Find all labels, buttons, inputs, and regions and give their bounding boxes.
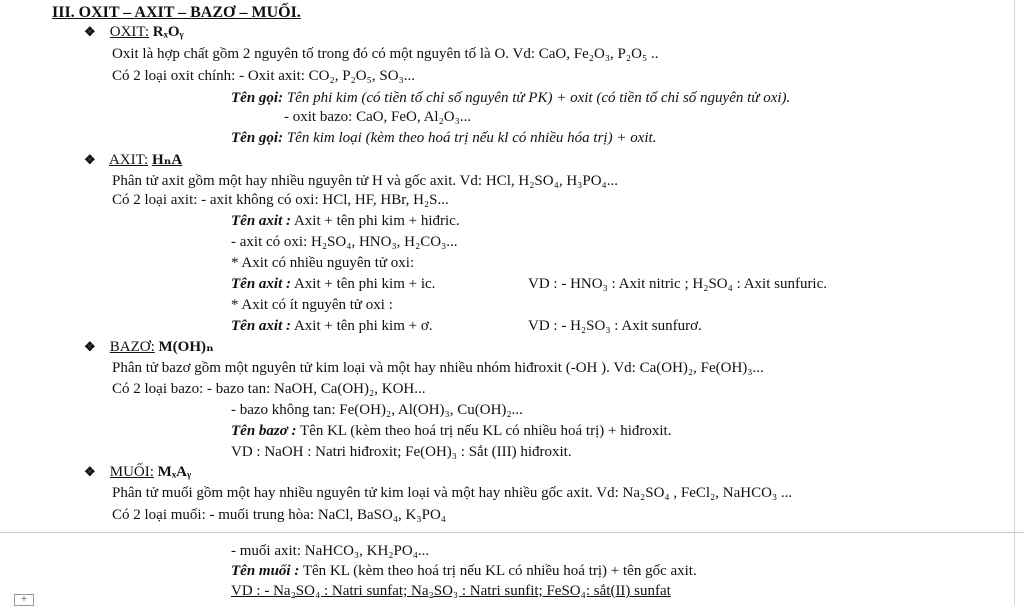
- muoi-types: Có 2 loại muối: - muối trung hòa: NaCl, BaSO₄, K₃PO₄: [112, 507, 447, 523]
- text: Axit + tên phi kim + ic.: [293, 276, 436, 292]
- axit-formula: HₙA: [151, 152, 183, 168]
- bullet-diamond-icon: ❖: [84, 24, 96, 39]
- label: Tên gọi:: [231, 90, 284, 106]
- oxit-heading: [84, 22, 184, 42]
- label: Tên bazơ :: [231, 423, 297, 439]
- oxit-types: Có 2 loại oxit chính: - Oxit axit: CO₂, P₂O₅, SO₃...: [112, 68, 416, 84]
- muoi-title: MUỐI:: [109, 464, 154, 480]
- section-heading: III. OXIT – AXIT – BAZƠ – MUỐI.: [52, 4, 301, 21]
- muoi-formula: MₓAᵧ: [157, 464, 192, 480]
- bazo-heading: [84, 337, 214, 357]
- bazo-definition: Phân tử bazơ gồm một nguyên tử kim loại và một hay nhiều nhóm hiđroxit (-OH ). Vd: Ca(OH)₂, Fe(OH)₃...: [112, 360, 764, 376]
- oxit-name-rule-1: [231, 88, 790, 108]
- oxit-name-rule-2: [231, 128, 656, 148]
- muoi-definition: Phân tử muối gồm một hay nhiều nguyên tử kim loại và một hay nhiều gốc axit. Vd: Na₂SO₄ , FeCl₂, NaHCO₃ ...: [112, 485, 793, 501]
- muoi-example: VD : - Na₂SO₄ : Natri sunfat; Na₂SO₃ : Natri sunfit; FeSO₄: sắt(II) sunfat: [231, 583, 671, 599]
- axit-example-2: VD : - HNO₃ : Axit nitric ; H₂SO₄ : Axit sunfuric.: [528, 276, 828, 292]
- axit-name-rule-3: [231, 316, 433, 336]
- axit-example-3: VD : - H₂SO₃ : Axit sunfurơ.: [528, 318, 702, 334]
- bazo-types: Có 2 loại bazo: - bazo tan: NaOH, Ca(OH)₂, KOH...: [112, 381, 426, 397]
- muoi-acid-salts: - muối axit: NaHCO₃, KH₂PO₄...: [231, 543, 430, 559]
- bullet-diamond-icon: ❖: [84, 464, 96, 479]
- label: Tên gọi:: [231, 130, 284, 146]
- axit-types: Có 2 loại axit: - axit không có oxi: HCl, HF, HBr, H₂S...: [112, 192, 449, 208]
- axit-title: AXIT:: [108, 152, 149, 168]
- oxit-formula: RₓOᵧ: [152, 24, 184, 40]
- page-break-line: [0, 532, 1024, 533]
- bazo-title: BAZƠ:: [109, 339, 155, 355]
- label: Tên axit :: [231, 318, 291, 334]
- label: Tên muối :: [231, 563, 300, 579]
- text: Tên phi kim (có tiền tố chỉ số nguyên tử PK) + oxit (có tiền tố chỉ số nguyên tử oxi).: [286, 90, 791, 106]
- axit-many-o: * Axit có nhiều nguyên tử oxi:: [231, 255, 415, 271]
- text: Tên KL (kèm theo hoá trị nếu KL có nhiều hoá trị) + tên gốc axit.: [302, 563, 697, 579]
- page-marker-icon[interactable]: +: [14, 594, 34, 606]
- text: Tên KL (kèm theo hoá trị nếu KL có nhiều hoá trị) + hiđroxit.: [300, 423, 672, 439]
- text: Axit + tên phi kim + hiđric.: [293, 213, 460, 229]
- label: Tên axit :: [231, 276, 291, 292]
- muoi-name-rule: [231, 561, 697, 581]
- muoi-heading: [84, 462, 191, 482]
- oxit-bazo: - oxit bazo: CaO, FeO, Al₂O₃...: [284, 109, 472, 125]
- bazo-example: VD : NaOH : Natri hiđroxit; Fe(OH)₃ : Sắt (III) hiđroxit.: [231, 444, 572, 460]
- page-border-right: [1014, 0, 1015, 605]
- text: Tên kim loại (kèm theo hoá trị nếu kl có nhiều hóa trị) + oxit.: [286, 130, 657, 146]
- axit-oxy: - axit có oxi: H₂SO₄, HNO₃, H₂CO₃...: [231, 234, 458, 250]
- oxit-title: OXIT:: [109, 24, 149, 40]
- bazo-insoluble: - bazo không tan: Fe(OH)₂, Al(OH)₃, Cu(OH)₂...: [231, 402, 523, 418]
- bullet-diamond-icon: ❖: [84, 339, 96, 354]
- axit-definition: Phân tử axit gồm một hay nhiều nguyên tử H và gốc axit. Vd: HCl, H₂SO₄, H₃PO₄...: [112, 173, 619, 189]
- text: Axit + tên phi kim + ơ.: [293, 318, 433, 334]
- axit-heading: [84, 150, 182, 170]
- axit-name-rule-2: [231, 274, 435, 294]
- oxit-definition: Oxit là hợp chất gồm 2 nguyên tố trong đó có một nguyên tố là O. Vd: CaO, Fe₂O₃, P₂O₅ ..: [112, 46, 659, 62]
- axit-name-rule-1: [231, 211, 460, 231]
- axit-few-o: * Axit có ít nguyên tử oxi :: [231, 297, 393, 313]
- bazo-formula: M(OH)ₙ: [158, 339, 214, 355]
- label: Tên axit :: [231, 213, 291, 229]
- bullet-diamond-icon: ❖: [84, 152, 96, 167]
- bazo-name-rule: [231, 421, 671, 441]
